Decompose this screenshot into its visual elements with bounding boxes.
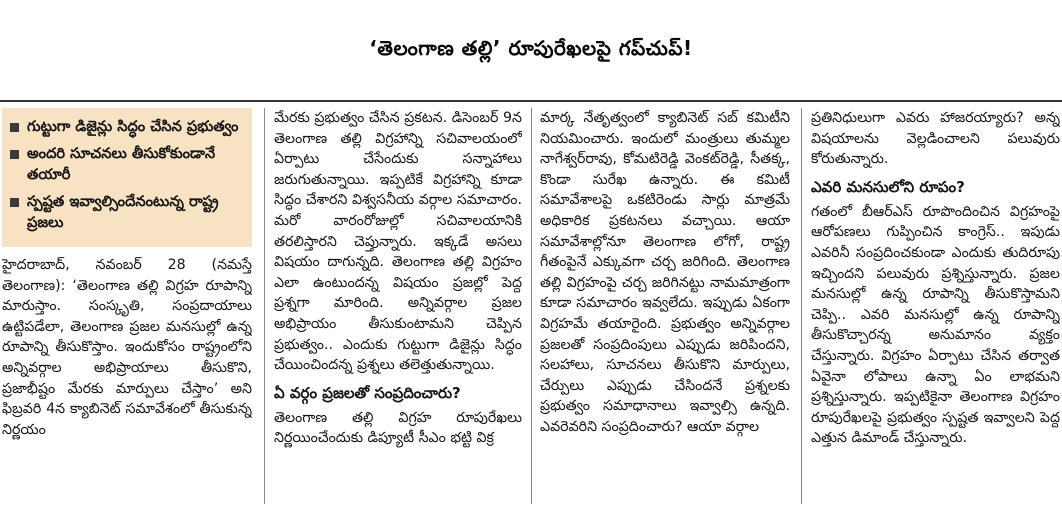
- column-divider: [264, 108, 265, 504]
- highlight-text: స్పష్టత ఇవ్వాల్సిందేనంటున్న రాష్ట్ర ప్రజలు: [27, 193, 219, 231]
- highlight-text: అందరి సూచనలు తీసుకోకుండానే తయారీ: [27, 145, 216, 183]
- column-4: [811, 108, 1060, 502]
- column-divider: [801, 108, 802, 504]
- column-divider: [531, 108, 532, 504]
- body-paragraph: తెలంగాణ తల్లి విగ్రహ రూపురేఖలు నిర్ణయించేందుకు డిప్యూటీ సీఎం భట్టి విక్ర: [274, 409, 522, 447]
- square-bullet-icon: [10, 123, 19, 132]
- highlight-item: [10, 143, 244, 185]
- subheading: ఏ వర్గం ప్రజలతో సంప్రదించారు?: [274, 383, 461, 402]
- body-paragraph: ప్రతినిధులుగా ఎవరు హాజరయ్యారు? అన్న విషయాలను వెల్లడించాలని పలువురు కోరుతున్నారు.: [811, 110, 1060, 168]
- highlights-box: [2, 108, 252, 247]
- column-2: [274, 108, 522, 502]
- highlight-text: గుట్టుగా డిజైన్లు సిద్ధం చేసిన ప్రభుత్వం: [27, 118, 239, 135]
- body-paragraph: గతంలో బీఆర్‌ఎస్ రూపొందించిన విగ్రహంపై ఆరోపణలు గుప్పించిన కాంగ్రెస్.. ఇపుడు ఎవరినీ సంప్రదించకుండా ఎందుకు తుదిరూపు ఇచ్చిందని పలువురు ప్రశ్నిస్తున్నారు. ప్రజల మనసుల్లో ఉన్న రూపాన్ని తీసుకొస్తామని చెప్పి.. ఎవరి మనసుల్లో ఉన్న రూపాన్ని తీసుకొచ్చారన్న అనుమానం వ్యక్తం చేస్తున్నారు. విగ్రహం ఏర్పాటు చేసిన తర్వాత ఏవైనా లోపాలు ఉన్నా ఏం లాభమని ప్రశ్నిస్తున్నారు. ఇప్పటికైనా తెలంగాణ విగ్రహం రూపురేఖలపై ప్రభుత్వం స్పష్టత ఇవ్వాలని పెద్ద ఎత్తున డిమాండ్ చేస్తున్నారు.: [811, 203, 1060, 447]
- body-paragraph: మార్క నేతృత్వంలో క్యాబినెట్ సబ్ కమిటీని నియమించారు. ఇందులో మంత్రులు తుమ్మల నాగేశ్వర్‌రావు, కోమటిరెడ్డి వెంకట్‌రెడ్డి, సీతక్క, కొండా సురేఖ ఉన్నారు. ఈ కమిటీ సమావేశాలపై ఒకటిరెండు సార్లు మాత్రమే అధికారిక ప్రకటనలు వచ్చాయి. ఆయా సమావేశాల్లోనూ తెలంగాణ లోగో, రాష్ట్ర గీతంపైనే ఎక్కువగా చర్చ జరిగింది. తెలంగాణ తల్లి విగ్రహంపై చర్చ జరిగినట్టు నామమాత్రంగా కూడా సమాచారం ఇవ్వలేదు. ఇప్పుడు ఏకంగా విగ్రహమే తయారైంది. ప్రభుత్వం అన్నివర్గాల ప్రజలతో సంప్రదింపులు ఎప్పుడు జరిపిందని, సలహాలు, సూచనలు తీసుకొని మార్పులు, చేర్పులు ఎప్పుడు చేసిందనే ప్రశ్నలకు ప్రభుత్వం సమాధానాలు ఇవ్వాల్సి ఉన్నది. ఎవరెవరిని సంప్రదించారు? ఆయా వర్గాల: [540, 110, 790, 435]
- square-bullet-icon: [10, 198, 19, 207]
- dateline-paragraph: హైదరాబాద్, నవంబర్ 28 (నమస్తే తెలంగాణ): ‘తెలంగాణ తల్లి విగ్రహ రూపాన్ని మారుస్తాం. సంస్కృతి, సంప్రదాయాలు ఉట్టిపడేలా, తెలంగాణ ప్రజల మనసుల్లో ఉన్న రూపాన్ని తీసుకొస్తాం. ఇందుకోసం రాష్ట్రంలోని అన్నివర్గాల అభిప్రాయాలు తీసుకొని, ప్రజాభీష్టం మేరకు మార్పులు చేస్తాం’ అని ఫిబ్రవరి 4న క్యాబినెట్ సమావేశంలో తీసుకున్న నిర్ణయం: [2, 257, 252, 438]
- square-bullet-icon: [10, 150, 19, 159]
- column-3: [540, 108, 790, 502]
- article-headline: ‘తెలంగాణ తల్లి’ రూపురేఖలపై గప్‌చుప్!: [369, 36, 693, 60]
- body-paragraph: మేరకు ప్రభుత్వం చేసిన ప్రకటన. డిసెంబర్ 9న తెలంగాణ తల్లి విగ్రహాన్ని సచివాలయంలో ఏర్పాటు చేసేందుకు సన్నాహాలు జరుగుతున్నాయి. ఇప్పటికే విగ్రహాన్ని కూడా సిద్ధం చేశారని విశ్వసనీయ వర్గాల సమాచారం. మరో వారంరోజుల్లో సచివాలయానికి తరలిస్తారని చెప్తున్నారు. ఇక్కడే అసలు విషయం దాగున్నది. తెలంగాణ తల్లి విగ్రహం ఎలా ఉంటుందన్న విషయం ప్రజల్లో పెద్ద ప్రశ్నగా మారింది. అన్నివర్గాల ప్రజల అభిప్రాయం తీసుకుంటామని చెప్పిన ప్రభుత్వం.. ఎందుకు గుట్టుగా డిజైన్లు సిద్ధం చేయించిందన్న ప్రశ్నలు తలెత్తుతున్నాయి.: [274, 110, 522, 374]
- highlight-item: [10, 116, 244, 137]
- highlight-item: [10, 191, 244, 233]
- headline-rule: [0, 100, 1062, 102]
- column-1: [2, 108, 252, 502]
- subheading: ఎవరి మనసులోని రూపం?: [811, 177, 965, 196]
